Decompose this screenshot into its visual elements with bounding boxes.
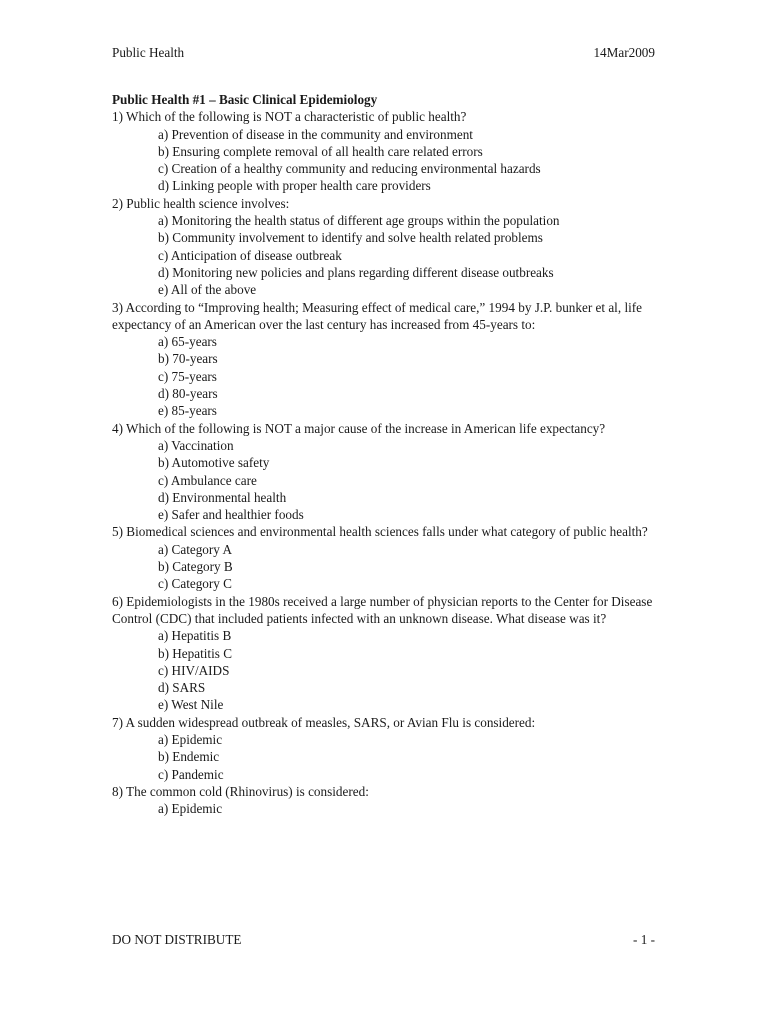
question-text: 3) According to “Improving health; Measuring effect of medical care,” 1994 by J.P. bunker et al, life expectancy of an American over the last century has increased from 45-years to: xyxy=(112,299,643,332)
answer-option: b) Community involvement to identify and solve health related problems xyxy=(158,230,543,246)
page-header xyxy=(112,45,655,63)
answer-option: c) Category C xyxy=(158,576,232,592)
answer-option: e) West Nile xyxy=(158,697,224,713)
question-text: 4) Which of the following is NOT a major cause of the increase in American life expectancy? xyxy=(112,420,606,436)
answer-option: b) 70-years xyxy=(158,351,218,367)
question-text: 8) The common cold (Rhinovirus) is considered: xyxy=(112,783,369,799)
page-footer xyxy=(112,932,655,950)
answer-option: a) Monitoring the health status of different age groups within the population xyxy=(158,213,560,229)
answer-option: a) Category A xyxy=(158,541,232,557)
answer-option: c) Pandemic xyxy=(158,766,224,782)
question-3 xyxy=(112,299,655,420)
footer-page-number: - 1 - xyxy=(633,932,655,947)
document-body xyxy=(112,91,655,817)
answer-option: e) Safer and healthier foods xyxy=(158,507,304,523)
answer-option: c) Creation of a healthy community and reducing environmental hazards xyxy=(158,161,541,177)
answer-option: d) 80-years xyxy=(158,386,218,402)
answer-option: b) Endemic xyxy=(158,749,220,765)
question-1 xyxy=(112,108,655,194)
question-text: 5) Biomedical sciences and environmental health sciences falls under what category of public health? xyxy=(112,524,648,540)
answer-option: c) Anticipation of disease outbreak xyxy=(158,247,342,263)
question-text: 2) Public health science involves: xyxy=(112,195,290,211)
question-7 xyxy=(112,714,655,783)
question-text: 6) Epidemiologists in the 1980s received a large number of physician reports to the Center for Disease Control (CDC) that included patients infected with an unknown disease. What disease was it? xyxy=(112,593,653,626)
header-date: 14Mar2009 xyxy=(593,45,655,60)
answer-option: a) Hepatitis B xyxy=(158,628,232,644)
answer-option: a) Vaccination xyxy=(158,437,234,453)
answer-option: a) Prevention of disease in the community and environment xyxy=(158,126,473,142)
answer-option: b) Category B xyxy=(158,559,233,575)
answer-option: d) Environmental health xyxy=(158,489,287,505)
answer-option: c) 75-years xyxy=(158,368,217,384)
document-title: Public Health #1 – Basic Clinical Epidemiology xyxy=(112,92,378,107)
question-text: 1) Which of the following is NOT a characteristic of public health? xyxy=(112,109,467,125)
footer-distribution-notice: DO NOT DISTRIBUTE xyxy=(112,932,242,947)
answer-option: e) 85-years xyxy=(158,403,217,419)
answer-option: e) All of the above xyxy=(158,282,257,298)
answer-option: d) Monitoring new policies and plans regarding different disease outbreaks xyxy=(158,264,554,280)
question-4 xyxy=(112,420,655,524)
answer-option: b) Automotive safety xyxy=(158,455,270,471)
answer-option: b) Ensuring complete removal of all health care related errors xyxy=(158,143,483,159)
answer-option: d) Linking people with proper health care providers xyxy=(158,178,431,194)
answer-option: d) SARS xyxy=(158,680,206,696)
question-2 xyxy=(112,195,655,299)
question-6 xyxy=(112,593,655,714)
answer-option: a) Epidemic xyxy=(158,731,223,747)
header-course-title: Public Health xyxy=(112,45,185,60)
answer-option: c) Ambulance care xyxy=(158,472,257,488)
answer-option: a) Epidemic xyxy=(158,801,223,817)
answer-option: b) Hepatitis C xyxy=(158,645,232,661)
answer-option: c) HIV/AIDS xyxy=(158,662,230,678)
question-5 xyxy=(112,523,655,592)
answer-option: a) 65-years xyxy=(158,334,217,350)
question-8 xyxy=(112,783,655,818)
question-text: 7) A sudden widespread outbreak of measles, SARS, or Avian Flu is considered: xyxy=(112,714,536,730)
